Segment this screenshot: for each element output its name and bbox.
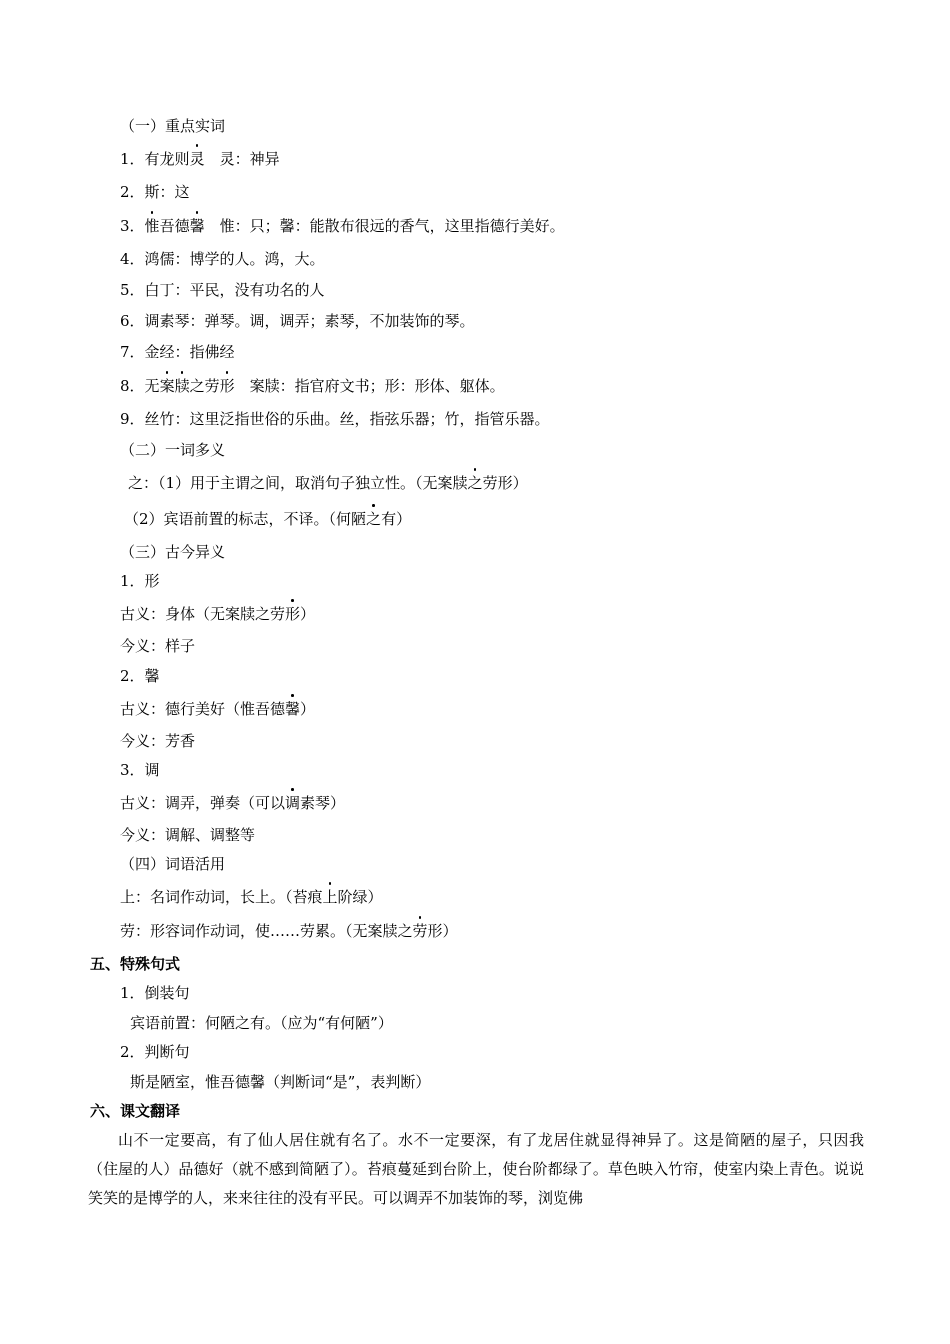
list-item: 9．丝竹：这里泛指世俗的乐曲。丝，指弦乐器；竹，指管乐器。 <box>120 410 550 428</box>
ancient-meaning: 古义：调弄，弹奏（可以调素琴） <box>120 794 346 812</box>
translation-paragraph: 山不一定要高，有了仙人居住就有名了。水不一定要深，有了龙居住就显得神异了。这是简陋的屋子，只因我（住屋的人）品德好（就不感到简陋了）。苔痕蔓延到台阶上，使台阶都绿了。草色映入竹帘，使室内染上青色。说说笑笑的是博学的人，来来往往的没有平民。可以调弄不加装饰的琴，浏览佛 <box>88 1131 864 1207</box>
example-text: 宾语前置：何陋之有。（应为“有何陋”） <box>130 1014 393 1032</box>
emphasis-dot-char: 馨 <box>285 700 301 718</box>
emphasis-dot-char: 之 <box>467 474 483 492</box>
emphasis-dot-char: 馨 <box>189 217 205 235</box>
modern-meaning: 今义：调解、调整等 <box>120 826 256 844</box>
modern-meaning: 今义：样子 <box>120 637 196 655</box>
emphasis-dot-char: 形 <box>285 605 301 623</box>
ancient-meaning: 古义：身体（无案牍之劳形） <box>120 605 316 623</box>
list-item: 4．鸿儒：博学的人。鸿，大。 <box>120 250 325 268</box>
example-text: 斯是陋室，惟吾德馨（判断词“是”，表判断） <box>130 1073 431 1091</box>
emphasis-dot-char: 上 <box>322 888 338 906</box>
list-item: 3．惟吾德馨 惟：只；馨：能散布很远的香气，这里指德行美好。 <box>120 217 565 235</box>
emphasis-dot-char: 劳 <box>412 922 428 940</box>
list-item: 1．有龙则灵 灵：神异 <box>120 150 280 168</box>
section-heading-word-usage: （四）词语活用 <box>120 855 226 873</box>
section-heading-key-words: （一）重点实词 <box>120 117 226 135</box>
section-heading-translation: 六、课文翻译 <box>90 1102 181 1120</box>
section-heading-ancient-modern: （三）古今异义 <box>120 543 226 561</box>
list-item: 6．调素琴：弹琴。调，调弄；素琴，不加装饰的琴。 <box>120 312 475 330</box>
list-item: 8．无案牍之劳形 案牍：指官府文书；形：形体、躯体。 <box>120 377 505 395</box>
emphasis-dot-char: 牍 <box>174 377 190 395</box>
list-item: 5．白丁：平民，没有功名的人 <box>120 281 325 299</box>
word-label: 3．调 <box>120 761 160 779</box>
subheading-inversion: 1．倒装句 <box>120 984 190 1002</box>
list-item: （2）宾语前置的标志，不译。（何陋之有） <box>124 510 412 528</box>
word-label: 1．形 <box>120 572 160 590</box>
section-heading-polysemy: （二）一词多义 <box>120 441 226 459</box>
list-item: 7．金经：指佛经 <box>120 343 235 361</box>
word-label: 2．馨 <box>120 667 160 685</box>
emphasis-dot-char: 案 <box>159 377 175 395</box>
list-item: 劳：形容词作动词，使……劳累。（无案牍之劳形） <box>120 922 458 940</box>
list-item: 上：名词作动词，长上。（苔痕上阶绿） <box>120 888 383 906</box>
section-heading-special-sentences: 五、特殊句式 <box>90 955 181 973</box>
emphasis-dot-char: 形 <box>219 377 235 395</box>
subheading-judgment: 2．判断句 <box>120 1043 190 1061</box>
emphasis-dot-char: 之 <box>366 510 382 528</box>
ancient-meaning: 古义：德行美好（惟吾德馨） <box>120 700 316 718</box>
emphasis-dot-char: 惟 <box>144 217 160 235</box>
list-item: 之：（1）用于主谓之间，取消句子独立性。（无案牍之劳形） <box>128 474 528 492</box>
list-item: 2．斯：这 <box>120 183 190 201</box>
emphasis-dot-char: 调 <box>285 794 301 812</box>
emphasis-dot-char: 灵 <box>189 150 205 168</box>
modern-meaning: 今义：芳香 <box>120 732 196 750</box>
